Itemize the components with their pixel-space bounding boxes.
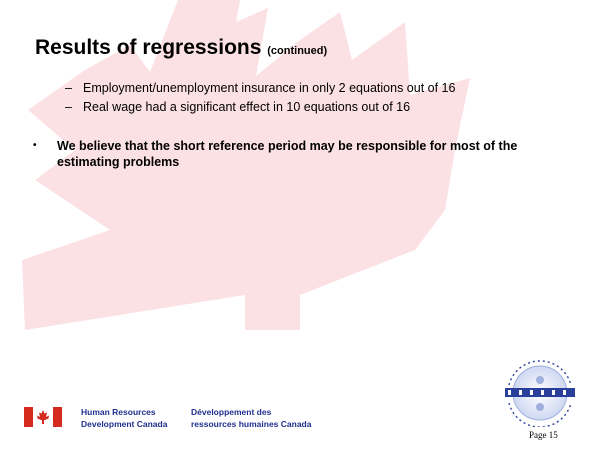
logo-emblem [495,355,585,427]
department-fr-line-2: ressources humaines Canada [191,419,312,429]
sub-bullet-1 [65,81,455,95]
department-en-line-1: Human Resources [81,407,156,417]
dash-marker: – [65,100,72,114]
page-number: Page 15 [529,430,558,440]
dash-marker: – [65,81,72,95]
main-bullet [33,138,573,170]
canada-flag-icon [24,407,62,427]
sub-bullet-text: Employment/unemployment insurance in only 2 equations out of 16 [83,81,456,95]
slide-title [35,36,327,60]
department-name-fr [191,406,311,430]
sub-bullet-text: Real wage had a significant effect in 10 equations out of 16 [83,100,411,114]
sub-bullet-2 [65,100,410,114]
department-fr-line-1: Développement des [191,407,272,417]
title-main: Results of regressions [35,36,262,59]
bullet-marker: • [33,140,37,151]
title-suffix: (continued) [267,45,328,57]
department-en-line-2: Development Canada [81,419,168,429]
main-bullet-text: We believe that the short reference period may be responsible for most of the estimating problems [57,139,518,169]
department-name-en [81,406,167,430]
